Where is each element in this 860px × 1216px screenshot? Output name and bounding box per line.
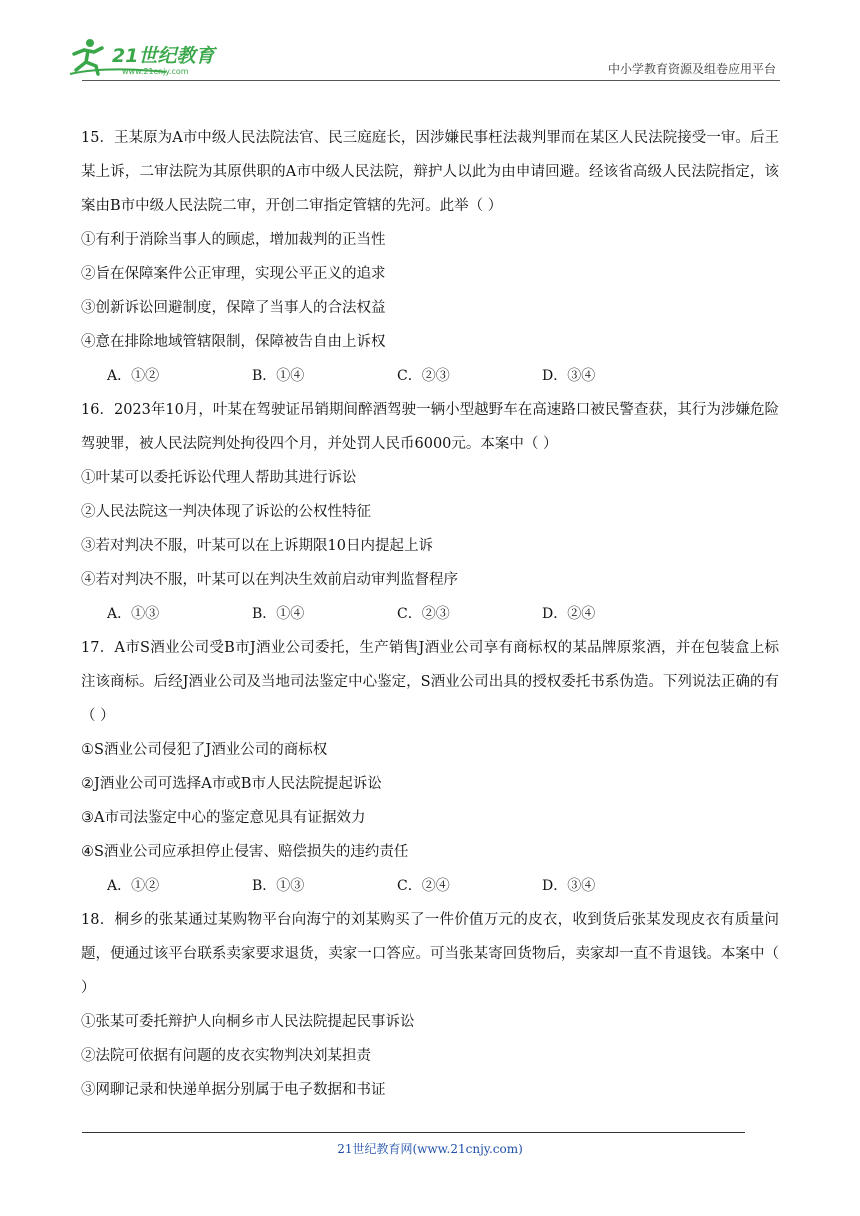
choice-c[interactable]: C．②④ xyxy=(397,878,450,894)
question-stem: 18．桐乡的张某通过某购物平台向海宁的刘某购买了一件价值万元的皮衣，收到货后张某发现皮衣有质量问题，便通过该平台联系卖家要求退货，卖家一口答应。可当张某寄回货物后，卖家却一直不肯退钱。本案中（ ） xyxy=(81,912,779,996)
site-logo[interactable] xyxy=(66,36,236,80)
statement-option: ①S酒业公司侵犯了J酒业公司的商标权 xyxy=(81,742,328,758)
statement-option: ③网聊记录和快递单据分别属于电子数据和书证 xyxy=(81,1082,386,1098)
footer-link[interactable]: 21世纪教育网(www.21cnjy.com) xyxy=(337,1142,523,1156)
platform-name: 中小学教育资源及组卷应用平台 xyxy=(607,62,776,76)
runner-logo-icon xyxy=(66,36,236,80)
statement-option: ④S酒业公司应承担停止侵害、赔偿损失的违约责任 xyxy=(81,844,409,860)
footer-divider xyxy=(82,1132,745,1133)
answer-choices xyxy=(81,869,779,903)
choice-b[interactable]: B．①④ xyxy=(252,368,305,384)
choice-a[interactable]: A．①② xyxy=(107,878,160,894)
choice-a[interactable]: A．①② xyxy=(107,368,160,384)
statement-option: ①叶某可以委托诉讼代理人帮助其进行诉讼 xyxy=(81,470,357,486)
question-17 xyxy=(81,631,779,903)
statement-option: ②人民法院这一判决体现了诉讼的公权性特征 xyxy=(81,504,371,520)
logo-url: www.21cnjy.com xyxy=(122,67,189,76)
statement-option: ③若对判决不服，叶某可以在上诉期限10日内提起上诉 xyxy=(81,538,433,554)
statement-option: ②旨在保障案件公正审理，实现公平正义的追求 xyxy=(81,266,386,282)
question-15 xyxy=(81,121,779,393)
statement-option: ①有利于消除当事人的顾虑，增加裁判的正当性 xyxy=(81,232,386,248)
choice-d[interactable]: D．③④ xyxy=(542,368,596,384)
question-list xyxy=(81,121,779,1107)
statement-option: ④意在排除地域管辖限制，保障被告自由上诉权 xyxy=(81,334,386,350)
answer-choices xyxy=(81,359,779,393)
choice-c[interactable]: C．②③ xyxy=(397,368,450,384)
choice-d[interactable]: D．②④ xyxy=(542,606,596,622)
page-header xyxy=(0,0,860,90)
question-16 xyxy=(81,393,779,631)
statement-option: ③创新诉讼回避制度，保障了当事人的合法权益 xyxy=(81,300,386,316)
header-divider xyxy=(82,80,780,81)
question-stem: 16．2023年10月，叶某在驾驶证吊销期间醉酒驾驶一辆小型越野车在高速路口被民警查获，其行为涉嫌危险驾驶罪，被人民法院判处拘役四个月，并处罚人民币6000元。本案中（ ） xyxy=(81,402,779,452)
statement-option: ③A市司法鉴定中心的鉴定意见具有证据效力 xyxy=(81,810,366,826)
choice-b[interactable]: B．①③ xyxy=(252,878,305,894)
choice-d[interactable]: D．③④ xyxy=(542,878,596,894)
choice-b[interactable]: B．①④ xyxy=(252,606,305,622)
question-18 xyxy=(81,903,779,1107)
question-stem: 15．王某原为A市中级人民法院法官、民三庭庭长，因涉嫌民事枉法裁判罪而在某区人民法院接受一审。后王某上诉，二审法院为其原供职的A市中级人民法院，辩护人以此为由申请回避。经该省高级人民法院指定，该案由B市中级人民法院二审，开创二审指定管辖的先河。此举（ ） xyxy=(81,130,779,214)
choice-c[interactable]: C．②③ xyxy=(397,606,450,622)
answer-choices xyxy=(81,597,779,631)
logo-title: 21世纪教育 xyxy=(112,45,215,67)
statement-option: ①张某可委托辩护人向桐乡市人民法院提起民事诉讼 xyxy=(81,1014,415,1030)
statement-option: ②法院可依据有问题的皮衣实物判决刘某担责 xyxy=(81,1048,371,1064)
choice-a[interactable]: A．①③ xyxy=(107,606,160,622)
statement-option: ④若对判决不服，叶某可以在判决生效前启动审判监督程序 xyxy=(81,572,458,588)
statement-option: ②J酒业公司可选择A市或B市人民法院提起诉讼 xyxy=(81,776,382,792)
question-stem: 17．A市S酒业公司受B市J酒业公司委托，生产销售J酒业公司享有商标权的某品牌原浆酒，并在包装盒上标注该商标。后经J酒业公司及当地司法鉴定中心鉴定，S酒业公司出具的授权委托书系伪造。下列说法正确的有（ ） xyxy=(81,640,779,724)
